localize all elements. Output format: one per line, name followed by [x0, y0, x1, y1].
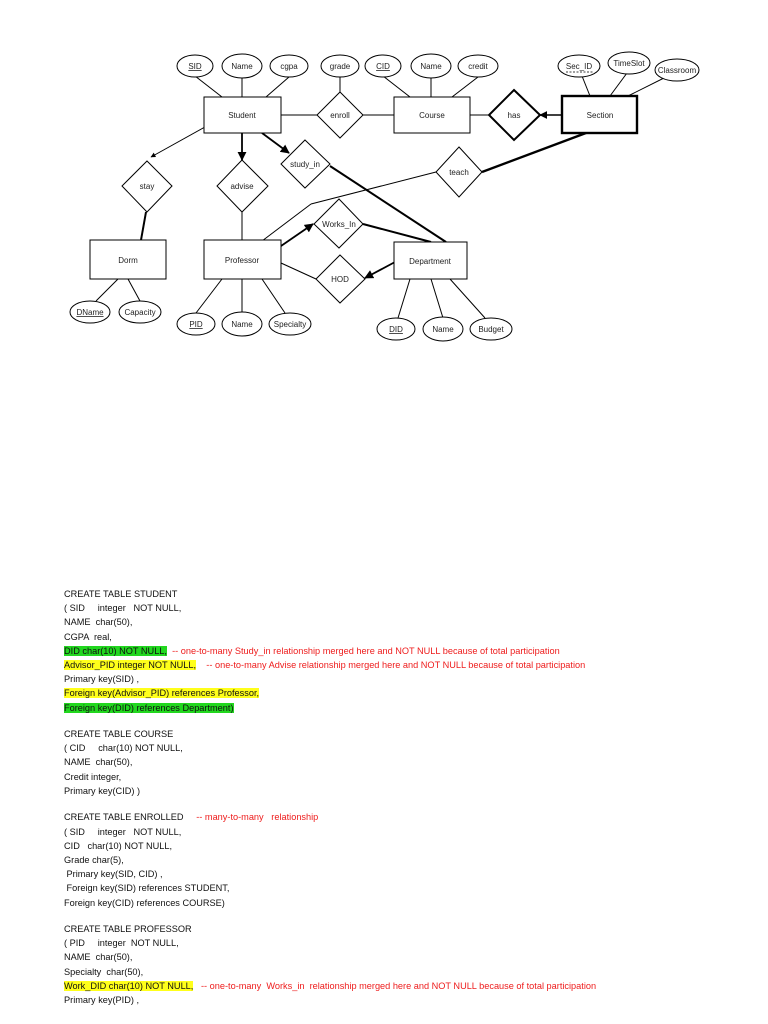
sql-line: CREATE TABLE PROFESSOR [64, 924, 192, 935]
highlighted-code: Advisor_PID integer NOT NULL, [64, 659, 197, 670]
relationship-works-in [314, 199, 363, 248]
attribute-dorm-dname-label: DName [76, 308, 104, 317]
highlighted-code: Work_DID char(10) NOT NULL, [64, 980, 194, 991]
relationship-stay [122, 161, 172, 212]
entity-professor-label: Professor [224, 256, 260, 265]
attribute-enroll-grade-label: grade [329, 62, 351, 71]
attribute-section-classroom [655, 59, 699, 81]
relationship-study-in-label: study_in [290, 160, 320, 169]
sql-line: CREATE TABLE STUDENT [64, 589, 178, 599]
sql-line: NAME char(50), [64, 757, 133, 768]
entity-dorm-label: Dorm [118, 256, 138, 265]
attribute-course-name [411, 54, 451, 78]
attribute-department-did-label: DID [389, 325, 403, 334]
sql-line: Grade char(5), [64, 854, 124, 865]
sql-line: CGPA real, [64, 631, 112, 642]
sql-line: Primary key(SID, CID) , [64, 869, 163, 880]
sql-line: CREATE TABLE COURSE [64, 729, 174, 740]
attribute-student-cgpa [270, 55, 308, 77]
entity-dorm [90, 240, 166, 279]
sql-line: Foreign key(SID) references STUDENT, [64, 883, 230, 894]
attribute-student-cgpa-label: cgpa [280, 62, 298, 71]
entity-department-label: Department [409, 257, 451, 266]
attribute-department-did [377, 318, 415, 340]
relationship-has-label: has [507, 111, 521, 120]
attribute-student-sid [177, 55, 213, 77]
sql-line: CID char(10) NOT NULL, [64, 840, 173, 851]
entity-section-label: Section [586, 111, 614, 120]
attribute-section-timeslot-label: TimeSlot [613, 59, 645, 68]
sql-line [64, 979, 754, 993]
sql-schema-text [64, 587, 754, 1007]
sql-line: ( SID integer NOT NULL, [64, 826, 182, 837]
relationship-teach [436, 147, 482, 197]
attribute-section-sec-id-label: Sec_ID [565, 62, 593, 71]
entity-section [562, 96, 637, 133]
sql-comment: -- one-to-many Study_in relationship merged here and NOT NULL because of total participation [166, 645, 560, 656]
sql-comment: -- many-to-many relationship [183, 812, 319, 823]
sql-code: CREATE TABLE ENROLLED [64, 812, 184, 823]
relationship-stay-label: stay [139, 182, 155, 191]
attribute-enroll-grade [321, 55, 359, 77]
attribute-dorm-capacity-label: Capacity [124, 308, 156, 317]
relationship-hod [316, 255, 365, 303]
attribute-department-budget-label: Budget [478, 325, 504, 334]
relationship-enroll [317, 92, 363, 138]
sql-line: Foreign key(CID) references COURSE) [64, 897, 225, 908]
sql-line [64, 701, 754, 715]
entity-course [394, 97, 470, 133]
sql-line: ( PID integer NOT NULL, [64, 938, 179, 949]
sql-line: Specialty char(50), [64, 966, 144, 977]
relationship-hod-label: HOD [331, 275, 349, 284]
relationship-teach-label: teach [449, 168, 469, 177]
highlighted-code: Foreign key(Advisor_PID) references Professor, [64, 688, 260, 699]
sql-comment: -- one-to-many Advise relationship merged here and NOT NULL because of total participation [196, 659, 586, 670]
attribute-course-credit [458, 55, 498, 77]
relationship-has [489, 90, 540, 140]
entity-course-label: Course [419, 111, 445, 120]
entity-professor [204, 240, 281, 279]
attribute-professor-name [222, 312, 262, 336]
sql-line: ( SID integer NOT NULL, [64, 603, 182, 614]
attribute-student-name-label: Name [231, 62, 253, 71]
blank-line [64, 715, 754, 727]
attribute-department-name [423, 317, 463, 341]
blank-line [64, 910, 754, 922]
sql-comment: -- one-to-many Works_in relationship merged here and NOT NULL because of total participation [193, 980, 597, 991]
attribute-professor-specialty [269, 313, 311, 335]
sql-line: NAME char(50), [64, 952, 133, 963]
sql-line: Primary key(PID) , [64, 995, 140, 1006]
relationship-advise [217, 160, 268, 212]
blank-line [64, 798, 754, 810]
relationship-enroll-label: enroll [330, 111, 350, 120]
sql-line: ( CID char(10) NOT NULL, [64, 743, 183, 754]
entity-student-label: Student [228, 111, 256, 120]
attribute-course-cid [365, 55, 401, 77]
attribute-dorm-dname [70, 301, 110, 323]
attribute-professor-name-label: Name [231, 320, 253, 329]
sql-line: Primary key(SID) , [64, 674, 140, 685]
sql-line [64, 686, 754, 700]
entity-student [204, 97, 281, 133]
attribute-dorm-capacity [119, 301, 161, 323]
attribute-section-timeslot [608, 52, 650, 74]
entity-department [394, 242, 467, 279]
sql-line [64, 810, 754, 824]
attribute-section-sec-id [558, 55, 600, 77]
attribute-section-classroom-label: Classroom [657, 66, 697, 75]
attribute-professor-pid [177, 313, 215, 335]
er-diagram [0, 0, 768, 345]
relationship-works-in-label: Works_In [322, 220, 356, 229]
sql-line: Primary key(CID) ) [64, 785, 141, 796]
attribute-student-name [222, 54, 262, 78]
attribute-course-cid-label: CID [376, 62, 390, 71]
relationship-study-in [281, 140, 330, 188]
attribute-course-credit-label: credit [468, 62, 488, 71]
attribute-professor-pid-label: PID [189, 320, 203, 329]
attribute-professor-specialty-label: Specialty [273, 320, 307, 329]
attribute-student-sid-label: SID [188, 62, 202, 71]
highlighted-code: Foreign key(DID) references Department) [64, 702, 234, 713]
highlighted-code: DID char(10) NOT NULL, [64, 645, 167, 656]
relationship-advise-label: advise [230, 182, 254, 191]
attribute-course-name-label: Name [420, 62, 442, 71]
sql-line [64, 644, 754, 658]
sql-line: Credit integer, [64, 771, 122, 782]
sql-line [64, 658, 754, 672]
attribute-department-name-label: Name [432, 325, 454, 334]
sql-line: NAME char(50), [64, 617, 133, 628]
attribute-department-budget [470, 318, 512, 340]
